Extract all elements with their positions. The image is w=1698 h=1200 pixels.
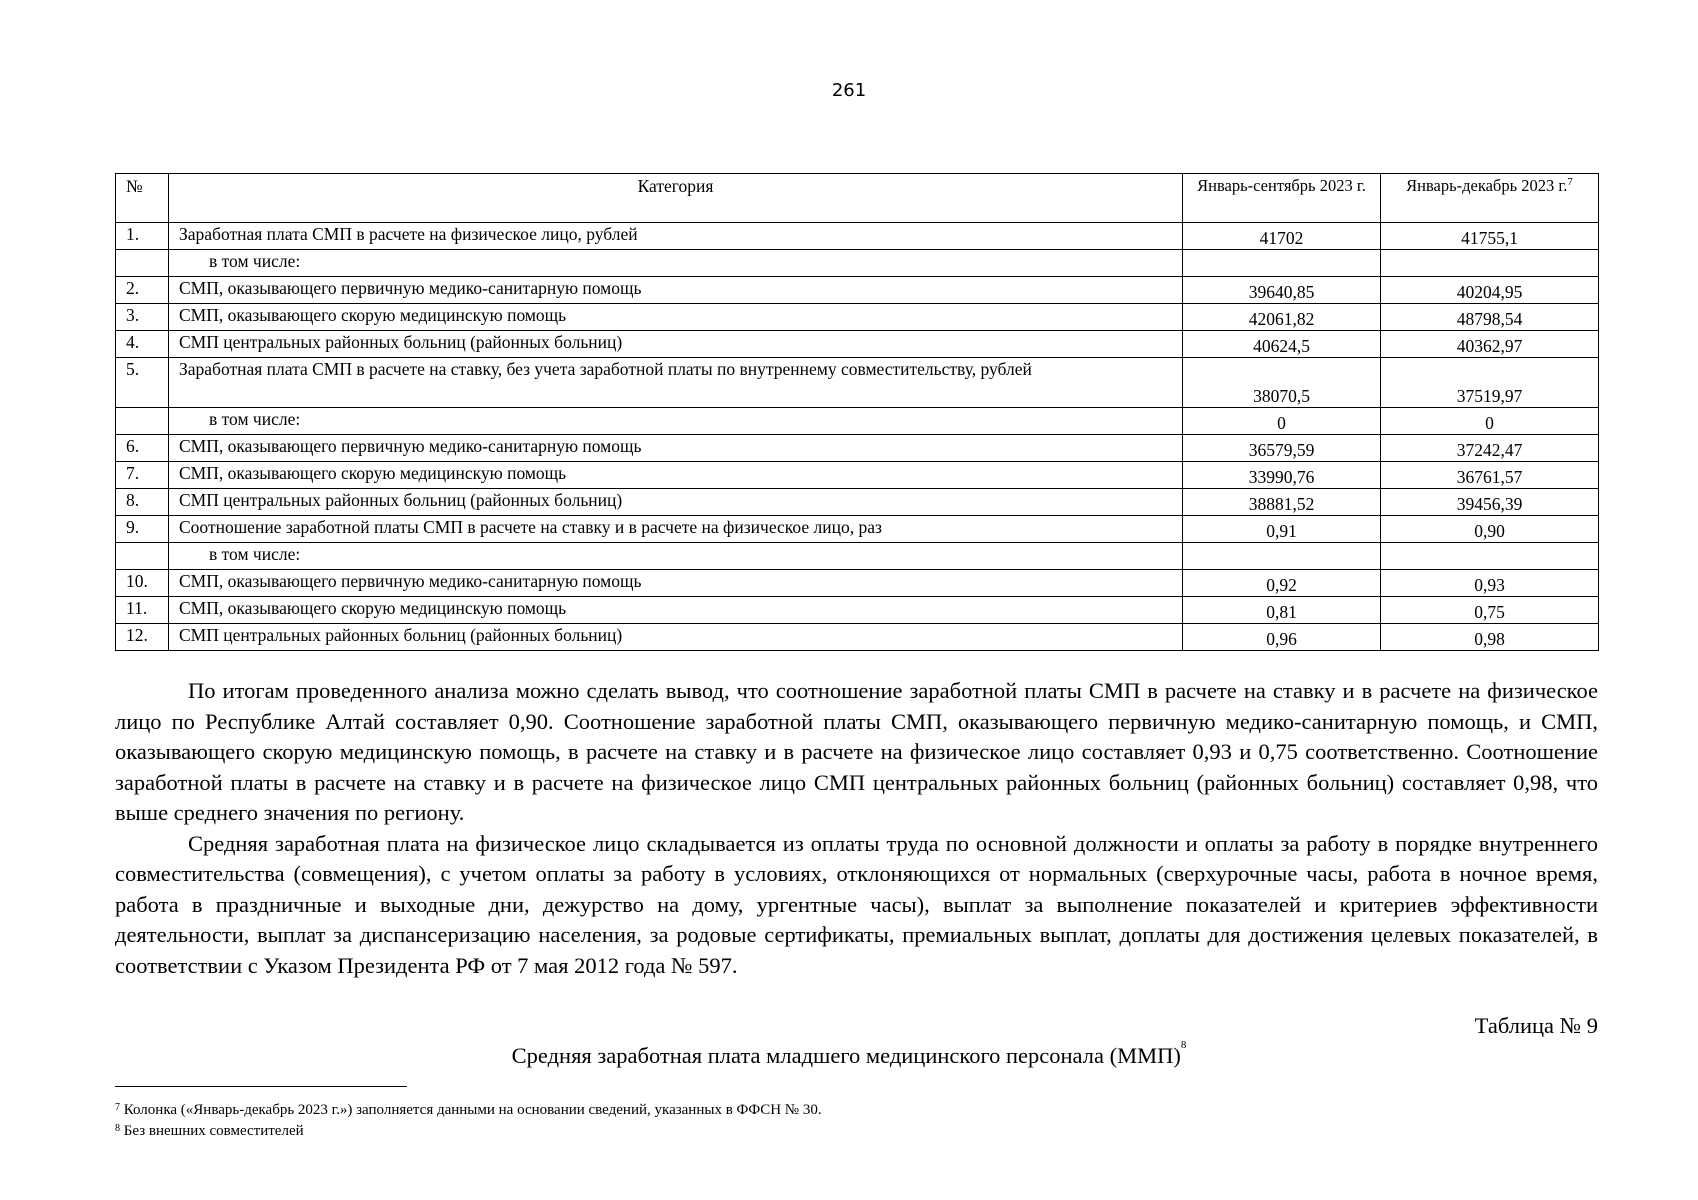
row-number: 1.	[116, 223, 169, 250]
row-number	[116, 250, 169, 277]
table-row	[116, 304, 1599, 331]
row-value-jan-sep	[1183, 543, 1381, 570]
row-value-jan-dec: 0,75	[1381, 597, 1599, 624]
row-value-jan-sep	[1183, 250, 1381, 277]
table-row	[116, 223, 1599, 250]
row-value-jan-sep: 0,96	[1183, 624, 1381, 651]
row-category: СМП, оказывающего первичную медико-санитарную помощь	[169, 570, 1183, 597]
row-number	[116, 408, 169, 435]
table-row	[116, 624, 1599, 651]
footnotes	[115, 1100, 822, 1142]
row-value-jan-sep: 38070,5	[1183, 358, 1381, 408]
header-jan-sep: Январь-сентябрь 2023 г.	[1183, 174, 1381, 223]
page-number: 261	[831, 80, 867, 101]
table-row	[116, 408, 1599, 435]
row-number: 5.	[116, 358, 169, 408]
footnote-text: Колонка («Январь-декабрь 2023 г.») заполняется данными на основании сведений, указанных в ФФСН № 30.	[123, 1102, 822, 1118]
table-body	[116, 223, 1599, 651]
footnote-mark: 8	[115, 1123, 120, 1134]
row-value-jan-dec: 0,90	[1381, 516, 1599, 543]
table-row	[116, 358, 1599, 408]
footnote-text: Без внешних совместителей	[123, 1123, 304, 1139]
table-header-row	[116, 174, 1599, 223]
table-row	[116, 597, 1599, 624]
footnote-mark: 7	[115, 1102, 120, 1113]
row-value-jan-dec: 39456,39	[1381, 489, 1599, 516]
row-value-jan-dec: 40204,95	[1381, 277, 1599, 304]
row-category: Соотношение заработной платы СМП в расчете на ставку и в расчете на физическое лицо, раз	[169, 516, 1183, 543]
row-value-jan-dec: 36761,57	[1381, 462, 1599, 489]
table-row	[116, 516, 1599, 543]
table-row	[116, 543, 1599, 570]
row-value-jan-dec: 0	[1381, 408, 1599, 435]
row-category: СМП центральных районных больниц (районных больниц)	[169, 489, 1183, 516]
row-value-jan-dec: 37519,97	[1381, 358, 1599, 408]
row-number: 7.	[116, 462, 169, 489]
row-value-jan-sep: 40624,5	[1183, 331, 1381, 358]
table-row	[116, 331, 1599, 358]
footnote-ref-8: 8	[1180, 1039, 1187, 1051]
footnote	[115, 1121, 822, 1142]
row-value-jan-sep: 0,81	[1183, 597, 1381, 624]
next-table-caption-text: Средняя заработная плата младшего медицинского персонала (ММП)	[511, 1043, 1181, 1068]
row-category: СМП, оказывающего первичную медико-санитарную помощь	[169, 435, 1183, 462]
footnote-divider	[115, 1086, 407, 1087]
row-number: 6.	[116, 435, 169, 462]
row-category: в том числе:	[169, 543, 1183, 570]
row-number: 10.	[116, 570, 169, 597]
row-value-jan-sep: 36579,59	[1183, 435, 1381, 462]
table-row	[116, 462, 1599, 489]
row-value-jan-dec: 41755,1	[1381, 223, 1599, 250]
body-paragraph: По итогам проведенного анализа можно сделать вывод, что соотношение заработной платы СМП в расчете на ставку и в расчете на физическое лицо по Республике Алтай составляет 0,90. Соотношение заработной платы СМП, оказывающего первичную медико-санитарную помощь, и СМП, оказывающего скорую медицинскую помощь, в расчете на ставку и в расчете на физическое лицо составляет 0,93 и 0,75 соответственно. Соотношение заработной платы в расчете на ставку и в расчете на физическое лицо СМП центральных районных больниц (районных больниц) составляет 0,98, что выше среднего значения по региону.	[115, 678, 1598, 825]
row-number	[116, 543, 169, 570]
header-jan-dec	[1381, 174, 1599, 223]
footnote	[115, 1100, 822, 1121]
table-row	[116, 435, 1599, 462]
row-value-jan-dec: 0,93	[1381, 570, 1599, 597]
row-number: 11.	[116, 597, 169, 624]
row-value-jan-dec	[1381, 250, 1599, 277]
row-value-jan-sep: 0,92	[1183, 570, 1381, 597]
row-value-jan-dec: 48798,54	[1381, 304, 1599, 331]
row-value-jan-dec	[1381, 543, 1599, 570]
row-number: 4.	[116, 331, 169, 358]
row-category: СМП, оказывающего скорую медицинскую помощь	[169, 597, 1183, 624]
next-table-label: Таблица № 9	[1474, 1013, 1598, 1038]
row-category: в том числе:	[169, 250, 1183, 277]
row-category: Заработная плата СМП в расчете на физическое лицо, рублей	[169, 223, 1183, 250]
row-category: СМП центральных районных больниц (районных больниц)	[169, 331, 1183, 358]
table-row	[116, 250, 1599, 277]
table-row	[116, 570, 1599, 597]
table-row	[116, 489, 1599, 516]
row-category: Заработная плата СМП в расчете на ставку, без учета заработной платы по внутреннему совместительству, рублей	[169, 358, 1183, 408]
row-value-jan-dec: 0,98	[1381, 624, 1599, 651]
row-number: 3.	[116, 304, 169, 331]
header-category: Категория	[169, 174, 1183, 223]
table-row	[116, 277, 1599, 304]
row-value-jan-dec: 40362,97	[1381, 331, 1599, 358]
row-number: 8.	[116, 489, 169, 516]
row-number: 12.	[116, 624, 169, 651]
row-value-jan-dec: 37242,47	[1381, 435, 1599, 462]
next-table-caption	[0, 1039, 1698, 1069]
row-category: СМП центральных районных больниц (районных больниц)	[169, 624, 1183, 651]
row-value-jan-sep: 42061,82	[1183, 304, 1381, 331]
body-text	[115, 676, 1598, 981]
row-category: СМП, оказывающего скорую медицинскую помощь	[169, 304, 1183, 331]
body-paragraph: Средняя заработная плата на физическое лицо складывается из оплаты труда по основной должности и оплаты за работу в порядке внутреннего совместительства (совмещения), с учетом оплаты за работу в условиях, отклоняющихся от нормальных (сверхурочные часы, работа в ночное время, работа в праздничные и выходные дни, дежурство на дому, ургентные часы), выплат за выполнение показателей и критериев эффективности деятельности, выплат за диспансеризацию населения, за родовые сертификаты, премиальных выплат, доплаты для достижения целевых показателей, в соответствии с Указом Президента РФ от 7 мая 2012 года № 597.	[115, 830, 1598, 978]
row-value-jan-sep: 33990,76	[1183, 462, 1381, 489]
row-value-jan-sep: 39640,85	[1183, 277, 1381, 304]
footnote-ref-7: 7	[1567, 176, 1573, 188]
header-jan-dec-label: Январь-декабрь 2023 г.	[1406, 176, 1568, 195]
row-value-jan-sep: 0,91	[1183, 516, 1381, 543]
row-category: СМП, оказывающего скорую медицинскую помощь	[169, 462, 1183, 489]
row-value-jan-sep: 0	[1183, 408, 1381, 435]
row-number: 9.	[116, 516, 169, 543]
header-num: №	[116, 174, 169, 223]
row-value-jan-sep: 41702	[1183, 223, 1381, 250]
row-value-jan-sep: 38881,52	[1183, 489, 1381, 516]
row-number: 2.	[116, 277, 169, 304]
row-category: СМП, оказывающего первичную медико-санитарную помощь	[169, 277, 1183, 304]
row-category: в том числе:	[169, 408, 1183, 435]
salary-table	[115, 173, 1599, 651]
